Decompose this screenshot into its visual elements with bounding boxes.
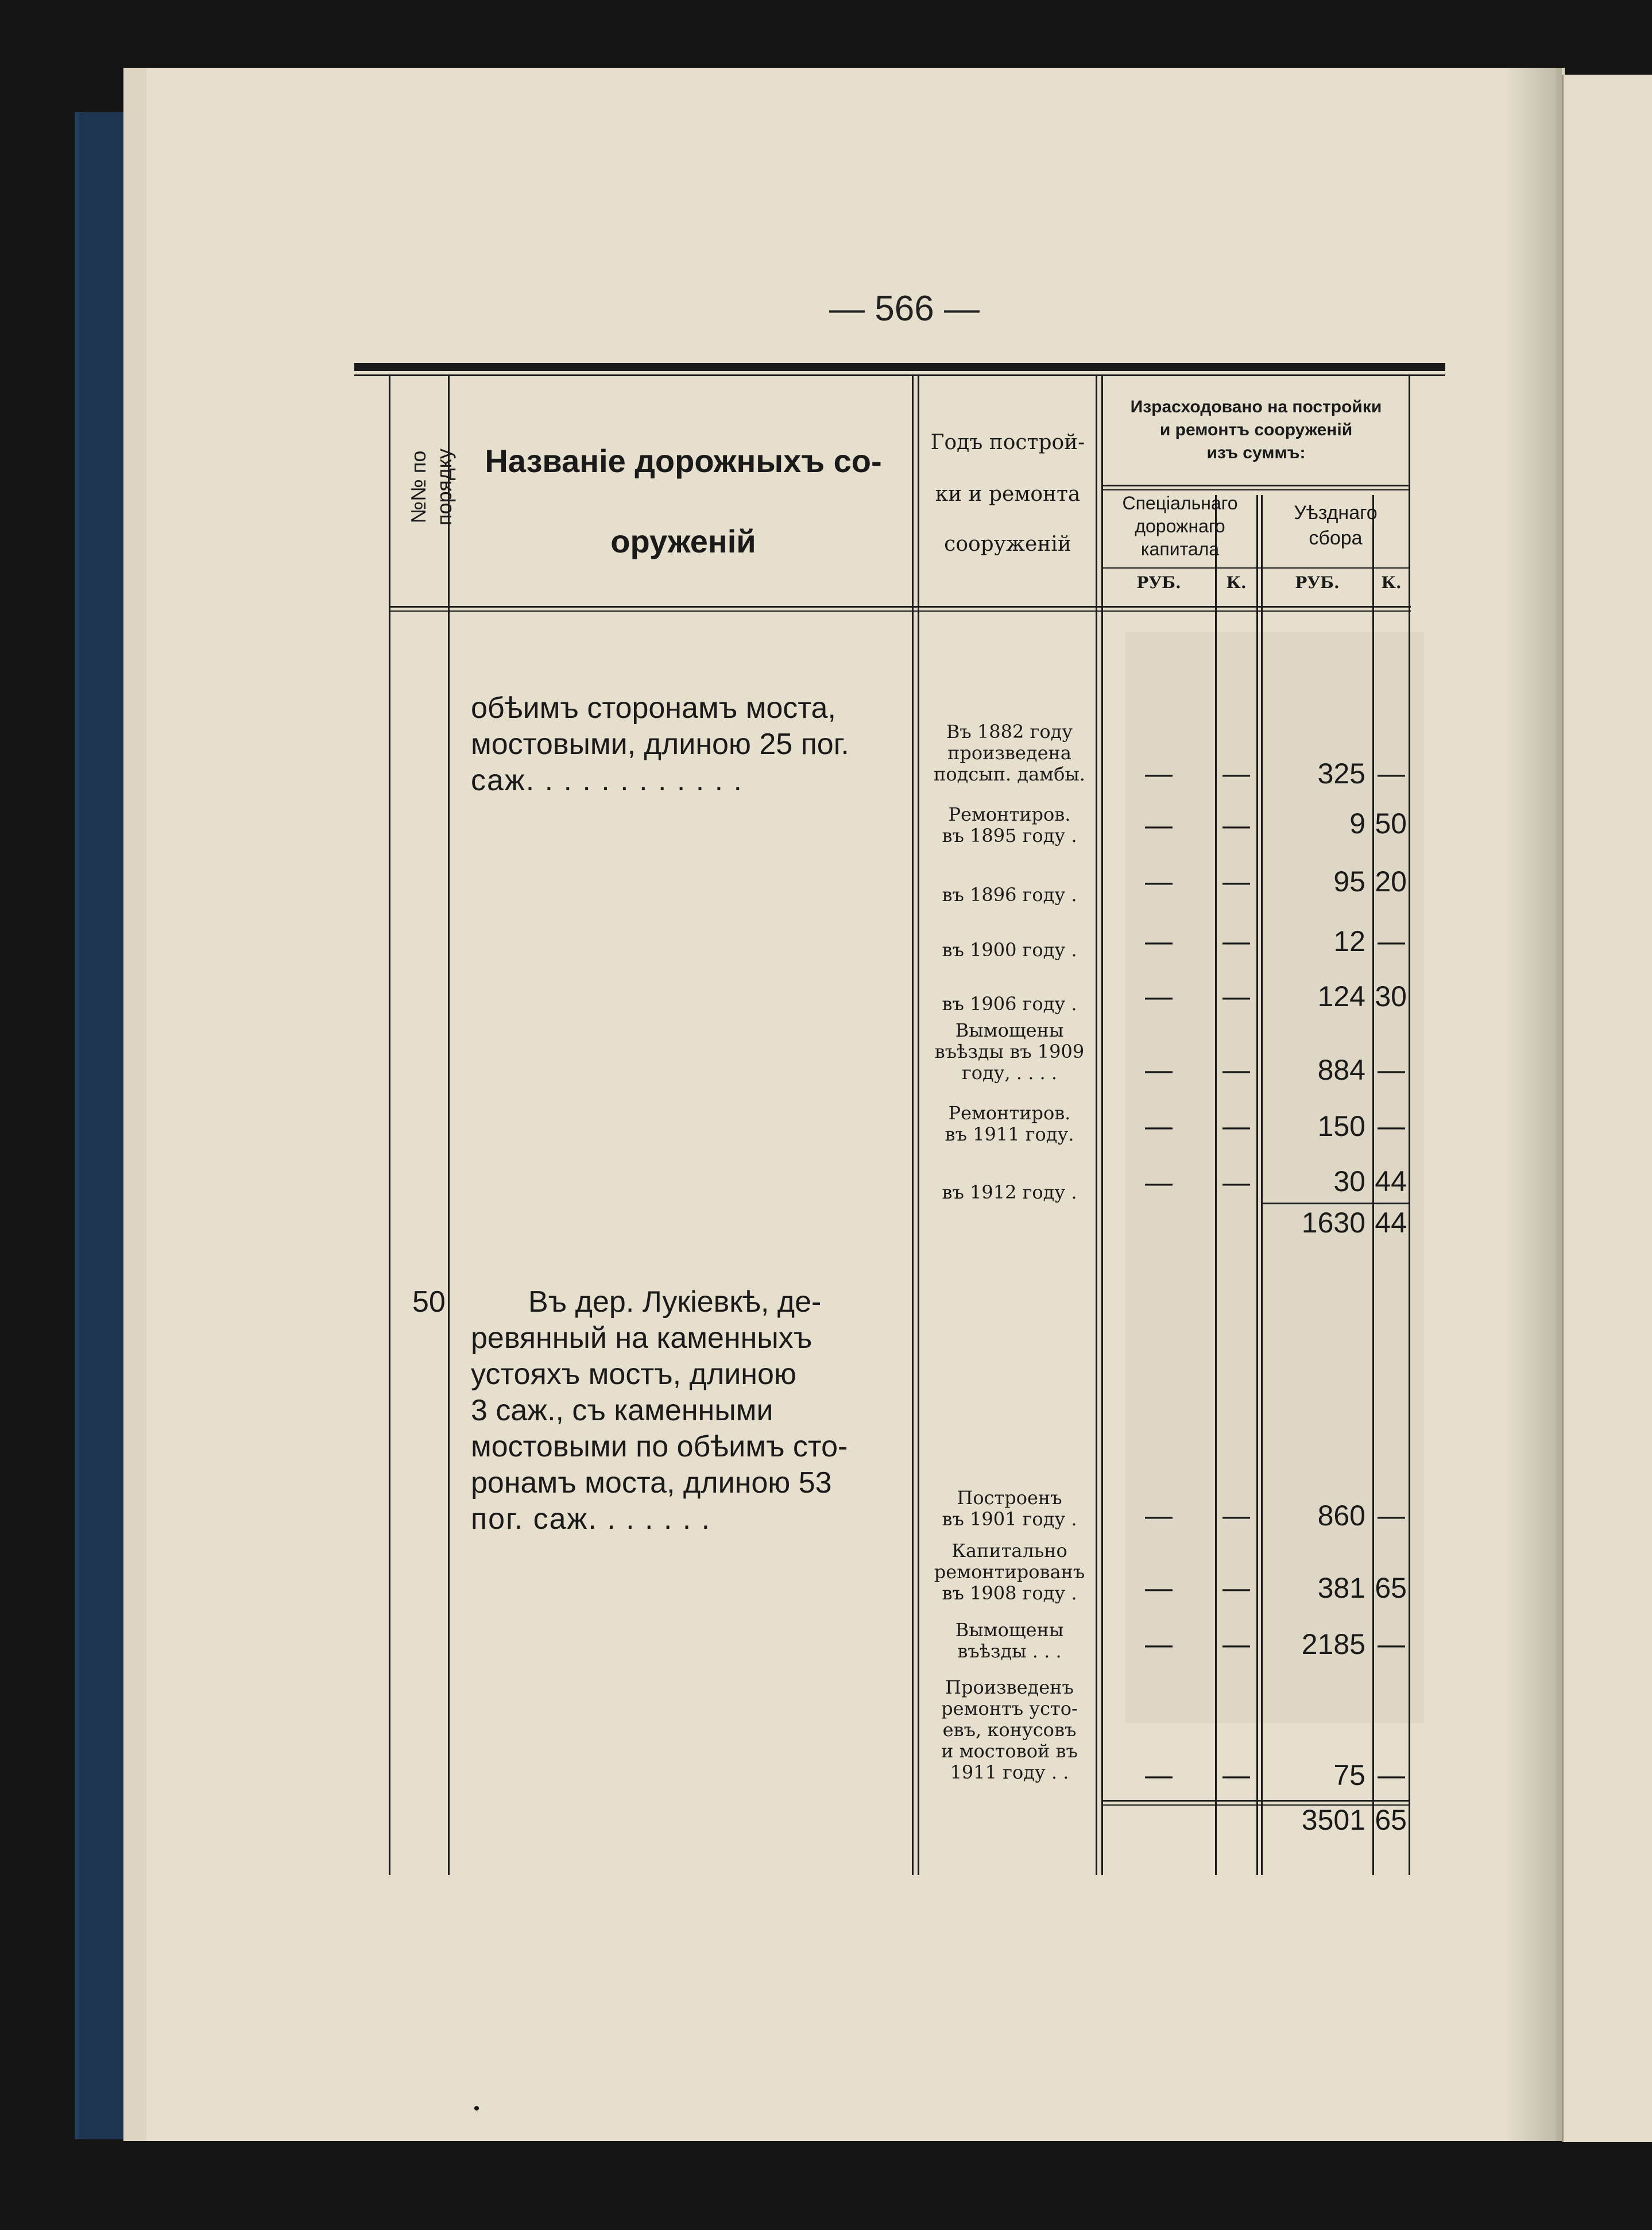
unit-row-rule	[1102, 567, 1410, 569]
header-name-line1: Названiе дорожныхъ со-	[485, 443, 882, 479]
prev-row3-dist-r: 95	[1333, 865, 1365, 898]
prev-row3-dist-k: 20	[1375, 865, 1407, 898]
e50-year-4: Произведенъ ремонтъ усто- евъ, конусовъ и мостовой въ 1911 году . .	[941, 1676, 1078, 1783]
stray-ink-dot: •	[473, 2099, 480, 2118]
prev-row8-dist-r: 30	[1333, 1165, 1365, 1197]
col-rule-left	[389, 376, 390, 1875]
header-spent-line3: изъ суммъ:	[1206, 443, 1306, 462]
prev-row8-dist-k: 44	[1375, 1165, 1407, 1197]
prev-year-1: Въ 1882 году произведена подсып. дамбы.	[934, 721, 1085, 785]
e50-row4-spec-k: —	[1222, 1760, 1250, 1791]
prev-row6-spec-k: —	[1222, 1055, 1250, 1085]
prev-row1-spec-k: —	[1222, 759, 1250, 789]
e50-row4-dist-k: —	[1378, 1760, 1405, 1791]
entry-50-line-7: пог. саж. . . . . . .	[471, 1502, 711, 1536]
prev-row4-dist-k: —	[1378, 926, 1405, 957]
prev-row6-dist-k: —	[1378, 1055, 1405, 1085]
e50-row2-dist-r: 381	[1317, 1572, 1365, 1604]
entry-50-number: 50	[412, 1285, 446, 1319]
prev-row7-spec-k: —	[1222, 1111, 1250, 1142]
header-spec-kop: К.	[1226, 573, 1247, 592]
prev-row5-dist-k: 30	[1375, 980, 1407, 1012]
prev-total-kop: 44	[1375, 1207, 1407, 1239]
e50-row1-spec-k: —	[1222, 1501, 1250, 1531]
e50-row3-dist-r: 2185	[1301, 1628, 1365, 1660]
entry-50-line-1: Въ дер. Лукiевкѣ, де-	[528, 1285, 822, 1319]
prev-row1-dist-k: —	[1378, 759, 1405, 789]
entry-50-line-4: 3 саж., съ каменными	[471, 1394, 773, 1427]
e50-row2-dist-k: 65	[1375, 1572, 1407, 1604]
e50-row1-dist-k: —	[1378, 1501, 1405, 1531]
prev-row7-spec-r: —	[1145, 1111, 1173, 1142]
prev-row1-spec-r: —	[1145, 759, 1173, 789]
entry-50-line-2: ревянный на каменныхъ	[471, 1321, 813, 1355]
prev-row5-dist-r: 124	[1317, 980, 1365, 1012]
prev-row5-spec-r: —	[1145, 981, 1173, 1012]
header-order: №№ по порядку	[407, 449, 456, 525]
header-spec-rub: РУБ.	[1136, 573, 1181, 592]
prev-row2-dist-k: 50	[1375, 807, 1407, 840]
prev-year-4: въ 1900 году .	[942, 939, 1077, 961]
e50-row2-spec-k: —	[1222, 1573, 1250, 1603]
book-gutter-shadow	[1504, 68, 1562, 2141]
e50-row4-spec-r: —	[1145, 1760, 1173, 1791]
facing-page-edge	[1562, 75, 1652, 2142]
col-rule-spec	[1256, 495, 1258, 1875]
prev-year-3: въ 1896 году .	[942, 884, 1077, 906]
page-number: — 566 —	[829, 289, 980, 328]
prev-year-2: Ремонтиров. въ 1895 году .	[942, 803, 1077, 847]
prev-row6-spec-r: —	[1145, 1055, 1173, 1085]
header-dist-rub: РУБ.	[1295, 573, 1340, 592]
e50-year-2: Капитально ремонтированъ въ 1908 году .	[934, 1540, 1085, 1604]
prev-year-8: въ 1912 году .	[942, 1181, 1077, 1203]
prev-total-rule	[1262, 1203, 1409, 1204]
top-rule-thick	[354, 363, 1445, 371]
entry-50-line-6: ронамъ моста, длиною 53	[471, 1466, 832, 1499]
header-year-line2: ки и ремонта	[935, 482, 1081, 506]
prev-entry-line-1: обѣимъ сторонамъ моста,	[471, 691, 836, 725]
prev-row3-spec-r: —	[1145, 867, 1173, 897]
header-special-line1: Спецiальнаго	[1122, 493, 1238, 513]
prev-row7-dist-r: 150	[1317, 1110, 1365, 1142]
prev-row8-spec-k: —	[1222, 1168, 1250, 1198]
e50-total-rule	[1102, 1800, 1410, 1802]
header-name-line2: оруженiй	[610, 523, 756, 559]
e50-year-3: Вымощены въѣзды . . .	[955, 1619, 1064, 1662]
e50-row3-spec-r: —	[1145, 1629, 1173, 1660]
prev-row2-dist-r: 9	[1349, 807, 1365, 840]
e50-row3-dist-k: —	[1378, 1629, 1405, 1660]
header-spent-line2: и ремонтъ сооруженiй	[1159, 420, 1353, 439]
header-year-line3: сооруженiй	[944, 532, 1071, 556]
spent-header-rule	[1102, 485, 1410, 486]
header-district-line1: Уѣзднаго	[1294, 502, 1378, 524]
e50-row4-dist-r: 75	[1333, 1759, 1365, 1791]
e50-total-rub: 3501	[1301, 1804, 1365, 1836]
prev-row2-spec-r: —	[1145, 810, 1173, 841]
header-special-line2: дорожнаго	[1135, 516, 1225, 536]
prev-year-6: Вымощены въѣзды въ 1909 году, . . . .	[934, 1019, 1085, 1084]
prev-row7-dist-k: —	[1378, 1111, 1405, 1142]
col-rule-order	[448, 376, 450, 1875]
prev-entry-line-2: мостовыми, длиною 25 пог.	[471, 728, 849, 761]
entry-50-line-3: устояхъ мостъ, длиною	[471, 1358, 796, 1391]
prev-row8-spec-r: —	[1145, 1168, 1173, 1198]
entry-50-line-5: мостовыми по обѣимъ сто-	[471, 1430, 848, 1463]
e50-row2-spec-r: —	[1145, 1573, 1173, 1603]
prev-year-7: Ремонтиров. въ 1911 году.	[945, 1102, 1074, 1145]
e50-row1-dist-r: 860	[1317, 1499, 1365, 1532]
header-special-line3: капитала	[1140, 539, 1220, 559]
prev-total-rub: 1630	[1301, 1207, 1365, 1239]
prev-row2-spec-k: —	[1222, 810, 1250, 841]
top-rule-thin	[354, 374, 1445, 376]
prev-row3-spec-k: —	[1222, 867, 1250, 897]
prev-row5-spec-k: —	[1222, 981, 1250, 1012]
col-rule-name	[912, 376, 914, 1875]
prev-entry-line-3: саж. . . . . . . . . . . .	[471, 764, 743, 797]
e50-total-kop: 65	[1375, 1804, 1407, 1836]
header-district-line2: сбора	[1309, 527, 1363, 549]
prev-row4-dist-r: 12	[1333, 925, 1365, 957]
prev-row4-spec-k: —	[1222, 926, 1250, 957]
e50-year-1: Построенъ въ 1901 году .	[942, 1487, 1077, 1530]
e50-row3-spec-k: —	[1222, 1629, 1250, 1660]
prev-year-5: въ 1906 году .	[942, 993, 1077, 1015]
spent-header-rule-2	[1102, 489, 1410, 490]
prev-row6-dist-r: 884	[1317, 1054, 1365, 1086]
header-dist-kop: К.	[1381, 573, 1402, 592]
prev-row1-dist-r: 325	[1317, 757, 1365, 790]
header-spent-line1: Израсходовано на постройки	[1130, 397, 1382, 416]
header-year-line1: Годъ построй-	[930, 431, 1085, 454]
e50-row1-spec-r: —	[1145, 1501, 1173, 1531]
prev-row4-spec-r: —	[1145, 926, 1173, 957]
